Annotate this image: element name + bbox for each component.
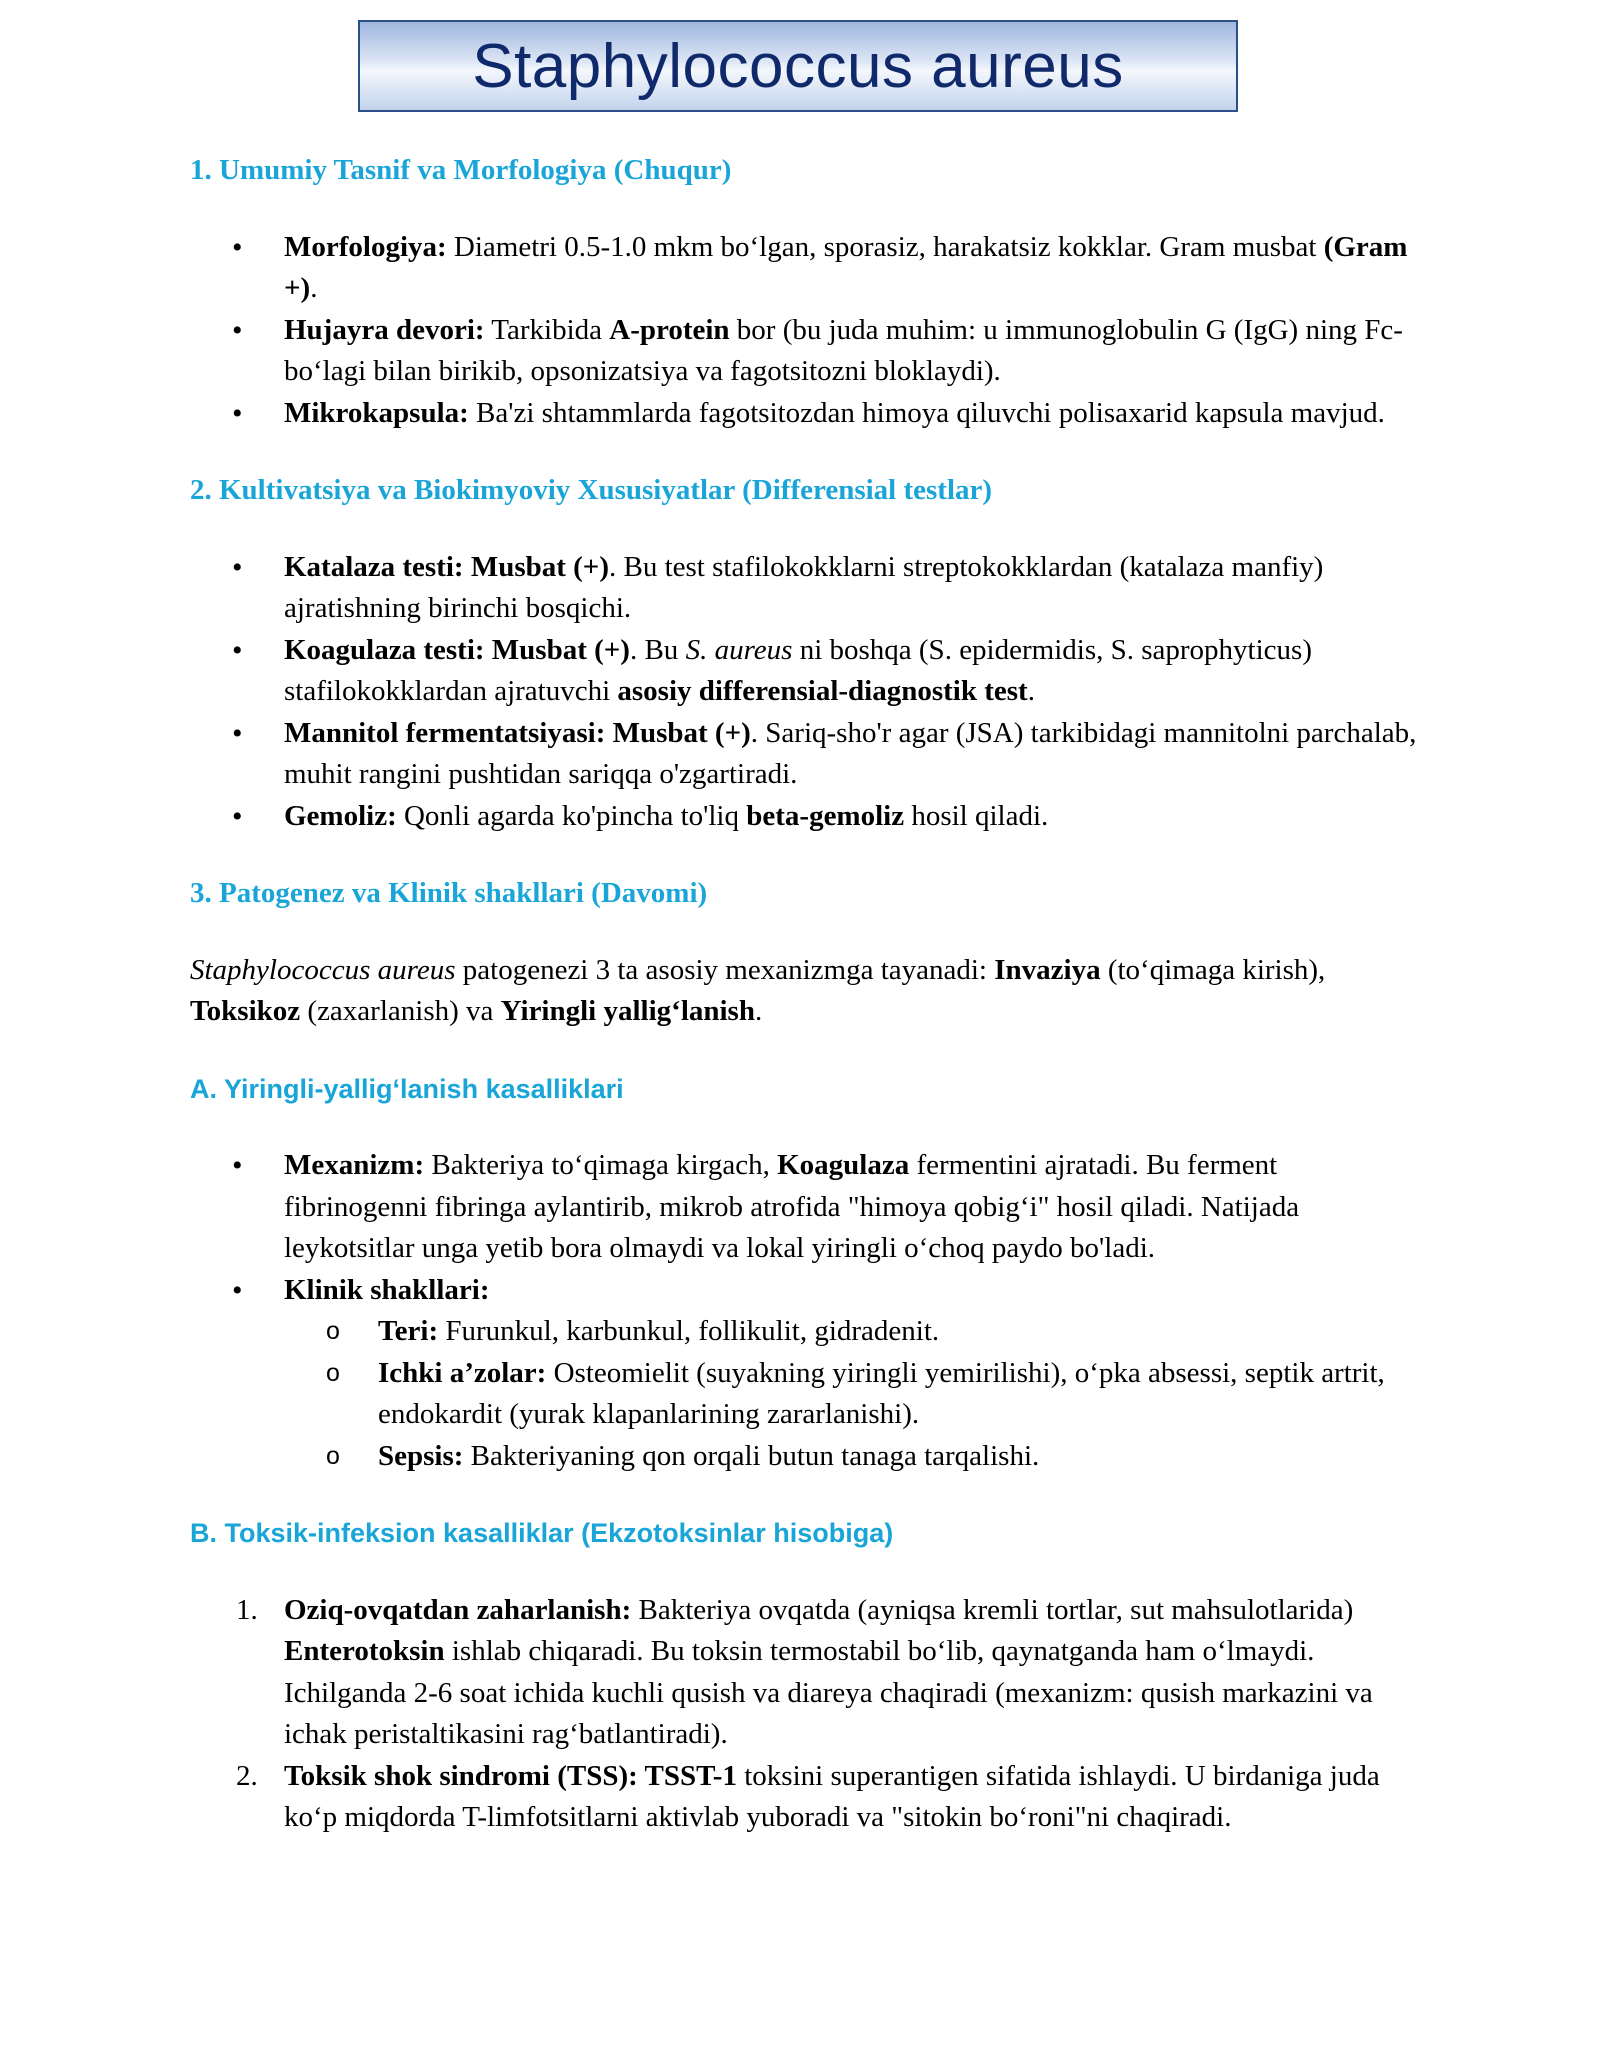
list-item-hujayra-devori: • Hujayra devori: Tarkibida A-protein bor (bu juda muhim: u immunoglobulin G (IgG) ning Fc-bo‘lagi bilan birikib, opsonizatsiya va fagotsitozni bloklaydi). [190, 310, 1420, 393]
list-item-koagulaza: • Koagulaza testi: Musbat (+). Bu S. aureus ni boshqa (S. epidermidis, S. saprophyticus) stafilokokklardan ajratuvchi asosiy differensial-diagnostik test. [190, 630, 1420, 713]
section-b-list [190, 1590, 1420, 1839]
section-2-heading: 2. Kultivatsiya va Biokimyoviy Xususiyatlar (Differensial testlar) [190, 474, 993, 506]
list-item-katalaza: • Katalaza testi: Musbat (+). Bu test stafilokokklarni streptokokklardan (katalaza manfiy) ajratishning birinchi bosqichi. [190, 547, 1420, 630]
sublist-item-ichki-azolar: o Ichki a’zolar: Osteomielit (suyakning yiringli yemirilishi), o‘pka absessi, septik artrit, endokardit (yurak klapanlarining zararlanishi). [284, 1353, 1420, 1436]
list-item-toksik-shok: 2. Toksik shok sindromi (TSS): TSST-1 toksini superantigen sifatida ishlaydi. U birdaniga juda ko‘p miqdorda T-limfotsitlarni aktivlab yuboradi va "sitokin bo‘roni"ni chaqiradi. [236, 1759, 1380, 1833]
patogenez-intro: Staphylococcus aureus patogenezi 3 ta asosiy mexanizmga tayanadi: Invaziya (to‘qimaga kirish), Toksikoz (zaxarlanish) va Yiringli yallig‘lanish. [190, 953, 1326, 1027]
klinik-sublist [284, 1311, 1420, 1477]
list-item-mexanizm: • Mexanizm: Bakteriya to‘qimaga kirgach, Koagulaza fermentini ajratadi. Bu ferment fibrinogenni fibringa aylantirib, mikrob atrofida "himoya qobig‘i" hosil qiladi. Natijada leykotsitlar unga yetib bora olmaydi va lokal yiringli o‘choq paydo bo'ladi. [190, 1145, 1420, 1270]
section-1-heading: 1. Umumiy Tasnif va Morfologiya (Chuqur) [190, 154, 732, 186]
section-1-list [190, 227, 1420, 435]
section-3-heading: 3. Patogenez va Klinik shakllari (Davomi) [190, 877, 708, 909]
section-a-list [190, 1145, 1420, 1477]
title-banner [358, 20, 1238, 112]
list-item-klinik-shakllari: • Klinik shakllari: o Teri: Furunkul, karbunkul, follikulit, gidradenit. o Ichki a’zolar: Osteomielit (suyakning yiringli yemirilishi), o‘pka absessi, septik artrit, endokardit (yurak klapanlarining zararlanishi). o Sepsis: Bakteriyaning qon orqali butun tanaga tarqalishi. [190, 1270, 1420, 1478]
list-item-mannitol: • Mannitol fermentatsiyasi: Musbat (+). Sariq-sho'r agar (JSA) tarkibidagi mannitolni parchalab, muhit rangini pushtidan sariqqa o'zgartiradi. [190, 713, 1420, 796]
document-title: Staphylococcus aureus [472, 31, 1124, 101]
section-a-heading: A. Yiringli-yallig‘lanish kasalliklari [190, 1073, 624, 1104]
list-item-gemoliz: • Gemoliz: Qonli agarda ko'pincha to'liq beta-gemoliz hosil qiladi. [190, 796, 1420, 838]
list-item-morfologiya: • Morfologiya: Diametri 0.5-1.0 mkm bo‘lgan, sporasiz, harakatsiz kokklar. Gram musbat (Gram +). [190, 227, 1420, 310]
document-body [190, 150, 1420, 1839]
section-b-heading: B. Toksik-infeksion kasalliklar (Ekzotoksinlar hisobiga) [190, 1518, 894, 1548]
sublist-item-teri: o Teri: Furunkul, karbunkul, follikulit, gidradenit. [284, 1311, 1420, 1353]
sublist-item-sepsis: o Sepsis: Bakteriyaning qon orqali butun tanaga tarqalishi. [284, 1436, 1420, 1478]
list-item-mikrokapsula: • Mikrokapsula: Ba'zi shtammlarda fagotsitozdan himoya qiluvchi polisaxarid kapsula mavjud. [190, 393, 1420, 435]
section-2-list [190, 547, 1420, 838]
list-item-oziq-ovqat: 1. Oziq-ovqatdan zaharlanish: Bakteriya ovqatda (ayniqsa kremli tortlar, sut mahsulotlarida) Enterotoksin ishlab chiqaradi. Bu toksin termostabil bo‘lib, qaynatganda ham o‘lmaydi. Ichilganda 2-6 soat ichida kuchli qusish va diareya chaqiradi (mexanizm: qusish markazini va ichak peristaltikasini rag‘batlantiradi). [236, 1593, 1373, 1750]
